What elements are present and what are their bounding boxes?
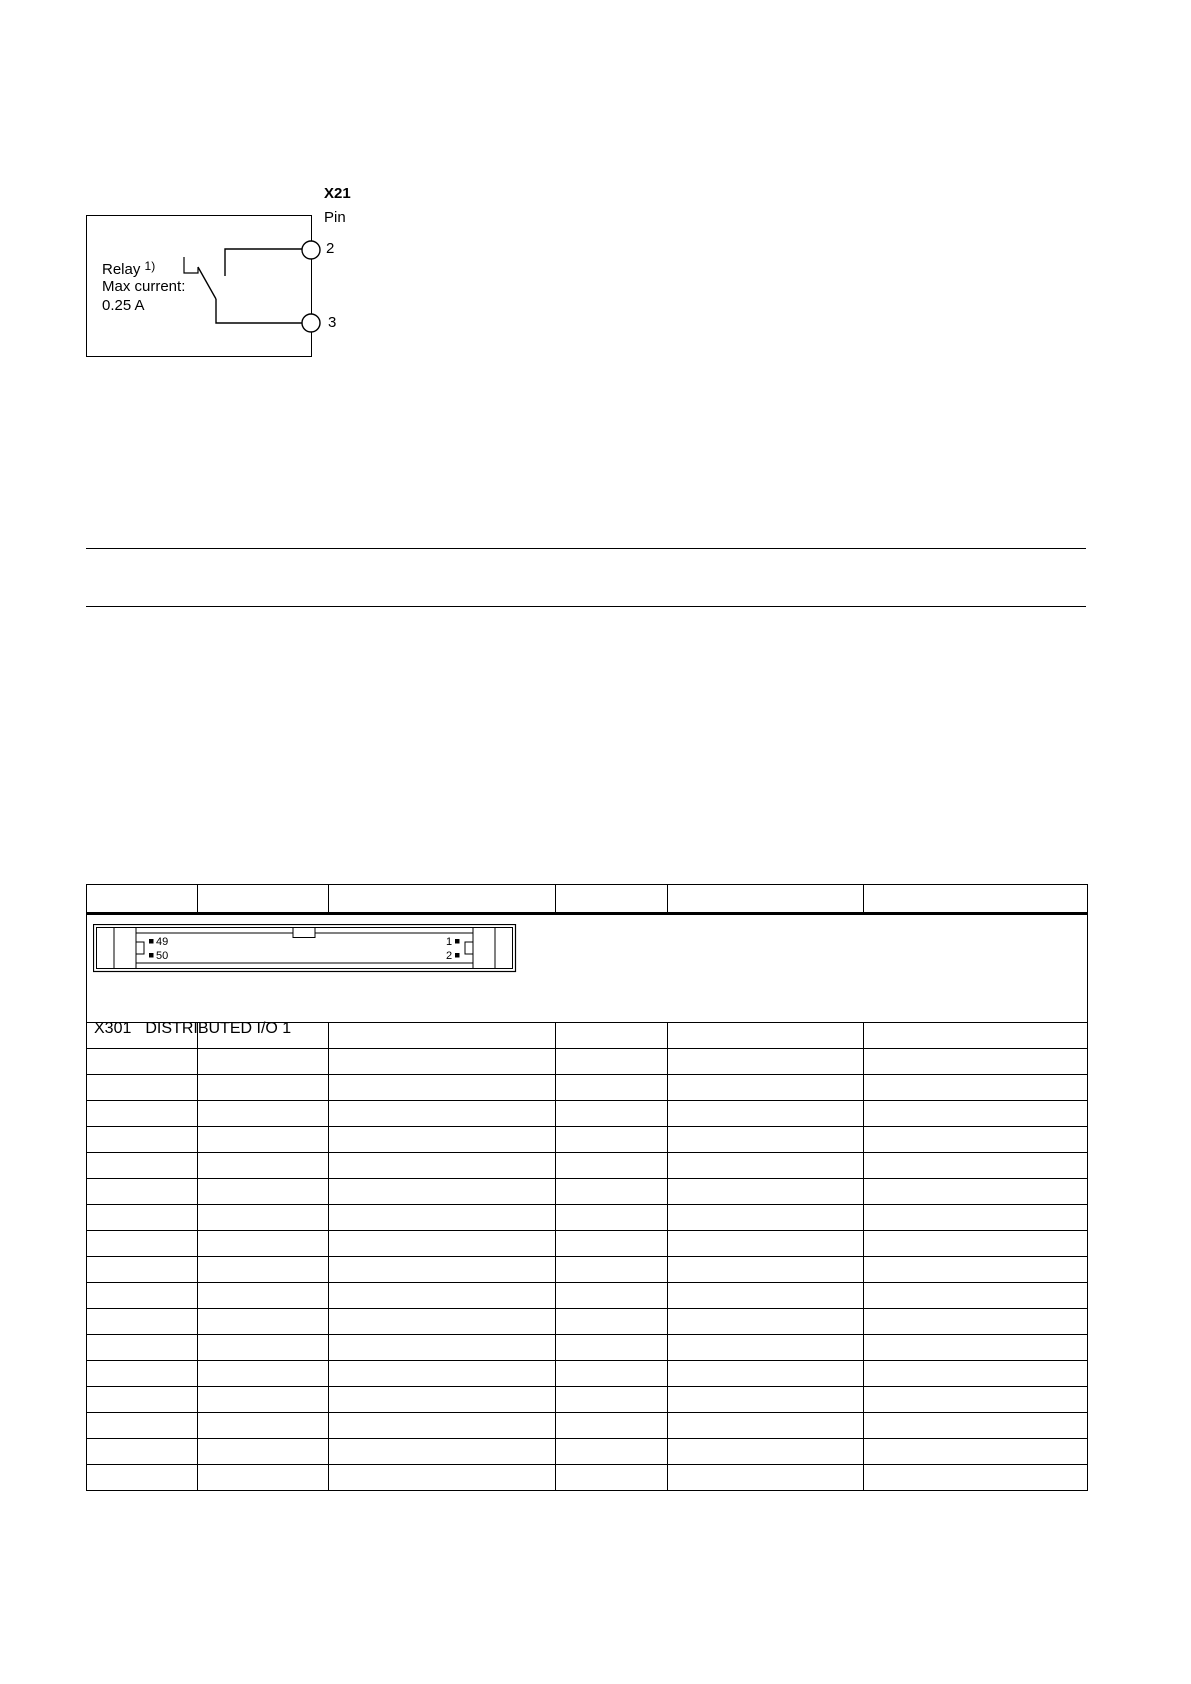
table-cell — [198, 1439, 329, 1465]
table-cell — [556, 1309, 668, 1335]
table-row — [87, 1309, 1088, 1335]
table-cell — [329, 1387, 556, 1413]
table-cell — [198, 1049, 329, 1075]
table-cell — [668, 1335, 864, 1361]
table-row — [87, 1231, 1088, 1257]
table-row — [87, 1257, 1088, 1283]
table-cell — [668, 1075, 864, 1101]
lower-contact-wire — [216, 299, 302, 323]
pin-2-label: 2 — [326, 240, 335, 257]
table-cell — [87, 1413, 198, 1439]
table-cell — [556, 1075, 668, 1101]
table-cell — [556, 1439, 668, 1465]
table-cell — [198, 1075, 329, 1101]
table-cell — [556, 1101, 668, 1127]
table-cell — [864, 1257, 1088, 1283]
table-cell — [556, 1283, 668, 1309]
table-cell — [87, 1101, 198, 1127]
header-cell — [329, 885, 556, 914]
header-cell — [87, 885, 198, 914]
table-row — [87, 1049, 1088, 1075]
table-cell — [668, 1023, 864, 1049]
table-cell — [668, 1153, 864, 1179]
table-cell — [87, 1257, 198, 1283]
table-cell — [329, 1231, 556, 1257]
table-row — [87, 1127, 1088, 1153]
table-cell — [668, 1283, 864, 1309]
header-cell — [864, 885, 1088, 914]
table-cell — [864, 1283, 1088, 1309]
pin-header: Pin — [324, 209, 346, 226]
table-cell — [668, 1231, 864, 1257]
table-cell — [198, 1283, 329, 1309]
table-cell — [864, 1413, 1088, 1439]
header-cell — [198, 885, 329, 914]
table-cell — [87, 1335, 198, 1361]
table-cell — [668, 1101, 864, 1127]
table-cell — [864, 1179, 1088, 1205]
table-row — [87, 1387, 1088, 1413]
table-cell — [87, 1387, 198, 1413]
table-cell — [556, 1023, 668, 1049]
table-cell — [668, 1309, 864, 1335]
max-current-value: 0.25 A — [102, 297, 145, 314]
table-cell — [87, 1179, 198, 1205]
table-cell — [668, 1205, 864, 1231]
connector-name: DISTRIBUTED I/O 1 — [145, 1020, 292, 1037]
relay-label-text: Relay — [102, 261, 141, 278]
section-rule-bottom — [86, 606, 1086, 607]
table-cell — [329, 1257, 556, 1283]
table-cell — [329, 1283, 556, 1309]
connector-illustration-row — [87, 914, 1088, 1023]
table-cell — [87, 1283, 198, 1309]
table-cell — [329, 1075, 556, 1101]
table-cell — [556, 1465, 668, 1491]
table-cell — [556, 1049, 668, 1075]
table-cell — [329, 1439, 556, 1465]
table-cell — [198, 1361, 329, 1387]
table-row — [87, 1101, 1088, 1127]
table-cell — [329, 1361, 556, 1387]
table-cell — [87, 1075, 198, 1101]
table-cell — [864, 1101, 1088, 1127]
table-row — [87, 1465, 1088, 1491]
table-cell — [556, 1413, 668, 1439]
table-cell — [87, 1153, 198, 1179]
table-cell — [668, 1465, 864, 1491]
table-cell — [556, 1205, 668, 1231]
table-cell — [864, 1205, 1088, 1231]
terminal-pin-3 — [302, 314, 320, 332]
table-cell — [864, 1465, 1088, 1491]
pin-label-49: 49 — [156, 936, 169, 948]
relay-label — [102, 257, 155, 279]
table-cell — [87, 1361, 198, 1387]
table-cell — [329, 1413, 556, 1439]
table-cell — [668, 1387, 864, 1413]
table-cell — [556, 1361, 668, 1387]
pin-label-1: 1 — [446, 936, 453, 948]
table-row — [87, 1153, 1088, 1179]
table-row — [87, 1179, 1088, 1205]
table-cell — [87, 1439, 198, 1465]
table-cell — [864, 1335, 1088, 1361]
table-cell — [556, 1231, 668, 1257]
table-row — [87, 1075, 1088, 1101]
table-cell — [198, 1205, 329, 1231]
header-cell — [556, 885, 668, 914]
table-cell — [329, 1179, 556, 1205]
table-cell — [198, 1413, 329, 1439]
table-cell — [198, 1101, 329, 1127]
pin-3-label: 3 — [328, 314, 337, 331]
table-cell — [864, 1439, 1088, 1465]
table-cell — [87, 1049, 198, 1075]
upper-contact-wire — [225, 249, 302, 276]
table-cell — [329, 1153, 556, 1179]
table-cell — [329, 1049, 556, 1075]
table-cell — [198, 1335, 329, 1361]
table-cell — [198, 1127, 329, 1153]
table-row — [87, 1335, 1088, 1361]
table-cell — [329, 1309, 556, 1335]
terminal-pin-2 — [302, 241, 320, 259]
pin-label-50: 50 — [156, 950, 169, 962]
connector-title-x21: X21 — [324, 185, 351, 202]
table-cell — [864, 1309, 1088, 1335]
table-cell — [668, 1179, 864, 1205]
table-cell — [87, 1231, 198, 1257]
table-row — [87, 1439, 1088, 1465]
table-cell — [87, 1205, 198, 1231]
table-cell — [864, 1049, 1088, 1075]
table-cell — [329, 1335, 556, 1361]
connector-x301-drawing — [93, 924, 518, 974]
table-cell — [556, 1335, 668, 1361]
table-cell — [198, 1179, 329, 1205]
relay-circuit-drawing — [0, 0, 420, 380]
table-cell — [556, 1153, 668, 1179]
connector-x301-title — [94, 1020, 291, 1038]
relay-switch-arm — [198, 267, 216, 299]
table-cell — [864, 1023, 1088, 1049]
table-cell — [198, 1257, 329, 1283]
table-cell — [668, 1413, 864, 1439]
table-cell — [198, 1465, 329, 1491]
table-cell — [198, 1387, 329, 1413]
table-cell — [556, 1127, 668, 1153]
table-cell — [198, 1153, 329, 1179]
max-current-label: Max current: — [102, 278, 186, 295]
table-cell — [556, 1179, 668, 1205]
table-cell — [668, 1439, 864, 1465]
table-cell — [864, 1153, 1088, 1179]
table-cell — [556, 1387, 668, 1413]
table-cell — [668, 1257, 864, 1283]
table-cell — [864, 1387, 1088, 1413]
table-cell — [864, 1231, 1088, 1257]
table-cell — [198, 1231, 329, 1257]
table-row — [87, 1283, 1088, 1309]
table-cell — [87, 1465, 198, 1491]
table-row — [87, 1361, 1088, 1387]
pin-label-2: 2 — [446, 950, 453, 962]
relay-footnote: 1) — [144, 259, 156, 273]
table-cell — [668, 1049, 864, 1075]
table-cell — [87, 1309, 198, 1335]
table-cell — [329, 1023, 556, 1049]
table-row — [87, 1413, 1088, 1439]
table-cell — [864, 1075, 1088, 1101]
table-header-row — [87, 885, 1088, 914]
table-cell — [329, 1101, 556, 1127]
connector-illustration-cell — [87, 914, 1088, 1037]
table-cell — [329, 1127, 556, 1153]
table-cell — [329, 1205, 556, 1231]
table-cell — [668, 1361, 864, 1387]
table-row — [87, 1205, 1088, 1231]
connector-id: X301 — [94, 1020, 132, 1037]
table-cell — [329, 1465, 556, 1491]
table-cell — [668, 1127, 864, 1153]
header-cell — [668, 885, 864, 914]
table-cell — [198, 1309, 329, 1335]
table-cell — [864, 1361, 1088, 1387]
connector-pinout-table — [86, 884, 1088, 1491]
table-cell — [87, 1127, 198, 1153]
relay-actuator-symbol — [184, 257, 198, 273]
table-cell — [556, 1257, 668, 1283]
section-rule-top — [86, 548, 1086, 549]
table-cell — [864, 1127, 1088, 1153]
